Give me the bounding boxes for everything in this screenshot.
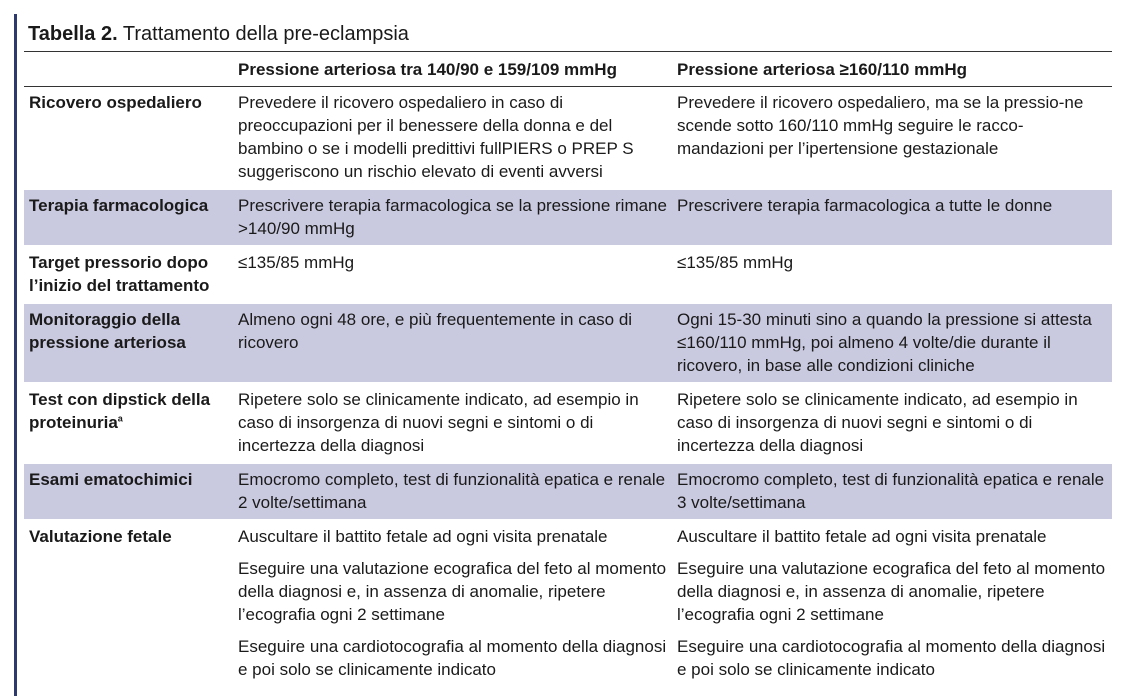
cell-moderate [233, 520, 672, 687]
cell-moderate [233, 383, 672, 463]
cell-paragraph: Emocromo completo, test di funzionalità epatica e renale 2 volte/settimana [238, 470, 666, 512]
table-row [24, 246, 1112, 303]
row-label-text: Terapia farmacologica [29, 196, 209, 215]
footnote-marker: a [117, 413, 123, 424]
table-row [24, 303, 1112, 383]
row-label [24, 189, 233, 246]
cell-severe [672, 87, 1112, 190]
row-label-text: Ricovero ospedaliero [29, 93, 202, 112]
row-label-text: Valutazione fetale [29, 527, 172, 546]
row-label-text: Target pressorio dopo l’inizio del trattamento [29, 253, 210, 295]
left-accent-rule [14, 14, 17, 696]
cell-paragraph: Emocromo completo, test di funzionalità epatica e renale 3 volte/settimana [677, 470, 1105, 512]
cell-moderate [233, 463, 672, 520]
row-label-text: Monitoraggio della pressione arteriosa [29, 310, 186, 352]
cell-severe [672, 246, 1112, 303]
table-title [24, 18, 1112, 52]
table-row [24, 87, 1112, 190]
table-body [24, 87, 1112, 688]
cell-paragraph: Prevedere il ricovero ospedaliero, ma se la pressio-ne scende sotto 160/110 mmHg seguire le racco-mandazioni per l’ipertensione gestazionale [677, 93, 1084, 158]
cell-paragraph: Eseguire una valutazione ecografica del feto al momento della diagnosi e, in assenza di anomalie, ripetere l’ecografia ogni 2 settimane [238, 559, 667, 624]
table-row [24, 189, 1112, 246]
cell-paragraph: ≤135/85 mmHg [677, 253, 794, 272]
table-row [24, 383, 1112, 463]
cell-paragraph: Prevedere il ricovero ospedaliero in caso di preoccupazioni per il benessere della donna e del bambino o se i modelli predittivi fullPIERS o PREP S suggeriscono un rischio elevato di eventi avversi [238, 93, 634, 181]
table-row [24, 463, 1112, 520]
table-title-prefix: Tabella 2. [28, 23, 118, 45]
row-label [24, 303, 233, 383]
cell-severe [672, 463, 1112, 520]
cell-paragraph: Auscultare il battito fetale ad ogni visita prenatale [677, 527, 1047, 546]
cell-moderate [233, 303, 672, 383]
cell-paragraph: Prescrivere terapia farmacologica a tutte le donne [677, 196, 1053, 215]
cell-paragraph: ≤135/85 mmHg [238, 253, 355, 272]
cell-paragraph: Auscultare il battito fetale ad ogni visita prenatale [238, 527, 608, 546]
cell-severe [672, 303, 1112, 383]
header-empty [24, 52, 233, 87]
cell-severe [672, 189, 1112, 246]
cell-paragraph: Eseguire una cardiotocografia al momento della diagnosi e poi solo se clinicamente indicato [677, 637, 1106, 679]
cell-paragraph: Ripetere solo se clinicamente indicato, ad esempio in caso di insorgenza di nuovi segni e sintomi o di incertezza della diagnosi [238, 390, 639, 455]
row-label-text: Test con dipstick della proteinuria [29, 390, 211, 432]
cell-severe [672, 383, 1112, 463]
header-severe: Pressione arteriosa ≥160/110 mmHg [672, 52, 1112, 87]
cell-paragraph: Eseguire una valutazione ecografica del feto al momento della diagnosi e, in assenza di anomalie, ripetere l’ecografia ogni 2 settimane [677, 559, 1106, 624]
table-container [24, 18, 1112, 688]
cell-paragraph: Ripetere solo se clinicamente indicato, ad esempio in caso di insorgenza di nuovi segni e sintomi o di incertezza della diagnosi [677, 390, 1078, 455]
cell-moderate [233, 87, 672, 190]
row-label [24, 383, 233, 463]
header-row [24, 52, 1112, 87]
table-title-text: Trattamento della pre-eclampsia [122, 23, 409, 45]
row-label [24, 463, 233, 520]
row-label [24, 520, 233, 687]
header-moderate: Pressione arteriosa tra 140/90 e 159/109 mmHg [233, 52, 672, 87]
table-row [24, 520, 1112, 687]
cell-moderate [233, 246, 672, 303]
cell-paragraph: Ogni 15-30 minuti sino a quando la pressione si attesta ≤160/110 mmHg, poi almeno 4 volte/die durante il ricovero, in base alle condizioni cliniche [677, 310, 1092, 375]
cell-paragraph: Almeno ogni 48 ore, e più frequentemente in caso di ricovero [238, 310, 633, 352]
treatment-table [24, 52, 1112, 688]
row-label [24, 246, 233, 303]
cell-moderate [233, 189, 672, 246]
row-label-text: Esami ematochimici [29, 470, 193, 489]
cell-severe [672, 520, 1112, 687]
cell-paragraph: Eseguire una cardiotocografia al momento della diagnosi e poi solo se clinicamente indicato [238, 637, 667, 679]
row-label [24, 87, 233, 190]
cell-paragraph: Prescrivere terapia farmacologica se la pressione rimane >140/90 mmHg [238, 196, 667, 238]
